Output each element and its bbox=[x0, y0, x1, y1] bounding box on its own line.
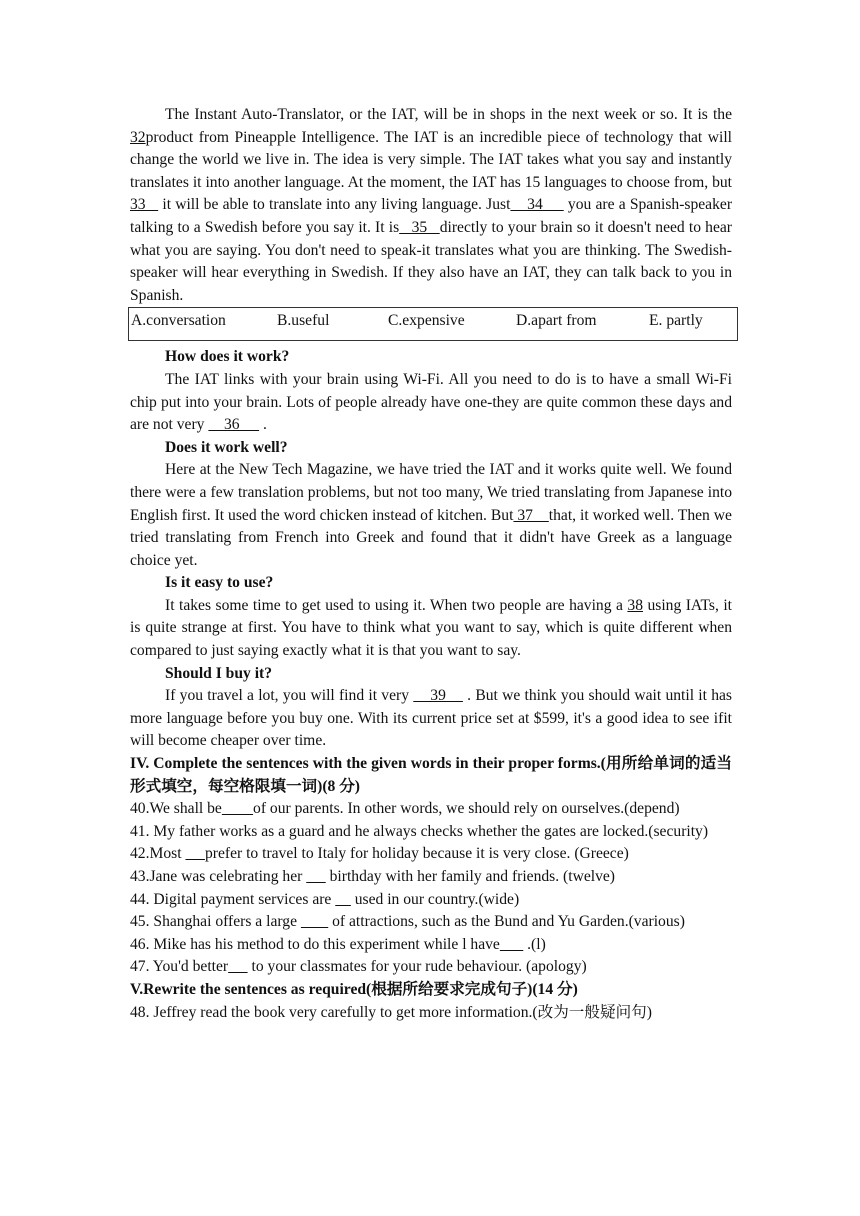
blank bbox=[306, 868, 326, 885]
text: . But we think you should wait until it has more language before you buy one. With its current price set at $599, it's a good idea to see ifit will become cheaper over time. bbox=[130, 687, 732, 750]
text: If you travel a lot, you will find it very bbox=[165, 687, 414, 705]
text: The Instant Auto-Translator, or the IAT, will be in shops in the next week or so. It is the bbox=[165, 106, 732, 123]
blank bbox=[222, 800, 253, 817]
text: 45. Shanghai offers a large bbox=[130, 913, 301, 931]
question-46 bbox=[130, 934, 732, 957]
text: 43.Jane was celebrating her bbox=[130, 868, 307, 885]
blank-39: 39 bbox=[413, 687, 463, 705]
text: The IAT links with your brain using Wi-Fi. All you need to do is to have a small Wi-Fi chip put into your brain. Lots of people already have one-they are quite common these days and are not very bbox=[130, 370, 732, 434]
worksheet-content bbox=[130, 104, 732, 1024]
option-b: B.useful bbox=[277, 312, 330, 330]
text: prefer to travel to Italy for holiday because it is very close. (Greece) bbox=[204, 845, 629, 863]
subheading-is-it-easy: Is it easy to use? bbox=[165, 574, 274, 592]
blank-37: 37 bbox=[513, 506, 549, 524]
subheading-does-it-work-well: Does it work well? bbox=[165, 438, 288, 456]
text: Here at the New Tech Magazine, we have tried the IAT and it works quite well. We found there were a few translation problems, but not too many, We tried translating from Japanese into English first. It used the word chicken instead of kitchen. But bbox=[130, 461, 732, 524]
subheading-should-i-buy: Should I buy it? bbox=[165, 664, 273, 682]
question-45 bbox=[130, 911, 732, 934]
text: 42.Most bbox=[130, 845, 186, 863]
text: 47. You'd better bbox=[130, 958, 229, 976]
question-43 bbox=[130, 866, 732, 889]
passage-paragraph-5 bbox=[130, 685, 732, 753]
text: of attractions, such as the Bund and Yu Garden.(various) bbox=[328, 913, 685, 931]
blank bbox=[301, 913, 328, 930]
text: directly to your brain so it doesn't need to hear what you are saying. You don't need to speak-it translates what you are thinking. The Swedish-speaker will hear everything in Swedish. If they also have an IAT, they can talk back to you in Spanish. bbox=[130, 218, 732, 304]
question-48: 48. Jeffrey read the book very carefully to get more information.(改为一般疑问句) bbox=[130, 1003, 652, 1021]
blank-35: 35 bbox=[399, 218, 440, 236]
question-47 bbox=[130, 956, 732, 979]
blank bbox=[185, 845, 205, 862]
text: 44. Digital payment services are bbox=[130, 890, 336, 908]
question-41: 41. My father works as a guard and he always checks whether the gates are locked.(security) bbox=[130, 822, 709, 840]
option-c: C.expensive bbox=[388, 312, 465, 330]
text: using IATs, it is quite strange at first. You have to think what you want to say, which is quite different when compared to just saying exactly what it is that you want to say. bbox=[130, 596, 733, 660]
passage-paragraph-3 bbox=[130, 459, 732, 572]
text: It takes some time to get used to using it. When two people are having a bbox=[165, 596, 628, 614]
question-44 bbox=[130, 889, 732, 912]
option-d: D.apart from bbox=[516, 312, 597, 330]
option-a: A.conversation bbox=[131, 312, 226, 330]
question-42 bbox=[130, 843, 732, 866]
passage-paragraph-2 bbox=[130, 369, 732, 437]
text: used in our country.(wide) bbox=[350, 890, 520, 908]
word-options-box bbox=[128, 307, 738, 341]
blank bbox=[500, 936, 523, 953]
blank-33: 33 bbox=[130, 196, 159, 214]
blank-32: 32 bbox=[130, 128, 146, 146]
subheading-how-does-it-work: How does it work? bbox=[165, 348, 290, 366]
question-40 bbox=[130, 798, 732, 821]
text: birthday with her family and friends. (twelve) bbox=[325, 868, 615, 885]
section-5-title: V.Rewrite the sentences as required(根据所给要求完成句子)(14 分) bbox=[130, 980, 578, 998]
option-e: E. partly bbox=[649, 312, 703, 330]
text: .(l) bbox=[523, 935, 546, 953]
text: to your classmates for your rude behaviour. (apology) bbox=[247, 958, 587, 976]
section-4-title: IV. Complete the sentences with the given words in their proper forms.(用所给单词的适当形式填空，每空格限填一词)(8 分) bbox=[130, 755, 732, 795]
passage-paragraph-4 bbox=[130, 595, 732, 663]
text: it will be able to translate into any living language. Just bbox=[158, 196, 511, 214]
text: 40.We shall be bbox=[130, 800, 222, 818]
blank-38: 38 bbox=[627, 596, 643, 614]
text: that, it worked well. Then we tried translating from French into Greek and found that it didn't have Greek as a language choice yet. bbox=[130, 506, 732, 569]
blank-34: 34 bbox=[510, 196, 564, 214]
text: product from Pineapple Intelligence. The IAT is an incredible piece of technology that will change the world we live in. The idea is very simple. The IAT takes what you say and instantly translates it into another language. At the moment, the IAT has 15 languages to choose from, but bbox=[130, 128, 732, 191]
text: you are a Spanish-speaker talking to a Swedish before you say it. It is bbox=[130, 196, 733, 236]
blank bbox=[335, 891, 351, 908]
text: 46. Mike has his method to do this experiment while l have bbox=[130, 935, 500, 953]
passage-paragraph-1 bbox=[130, 104, 732, 307]
text: of our parents. In other words, we should rely on ourselves.(depend) bbox=[253, 800, 680, 818]
blank bbox=[228, 958, 248, 975]
text: . bbox=[259, 416, 267, 434]
blank-36: 36 bbox=[208, 416, 260, 434]
